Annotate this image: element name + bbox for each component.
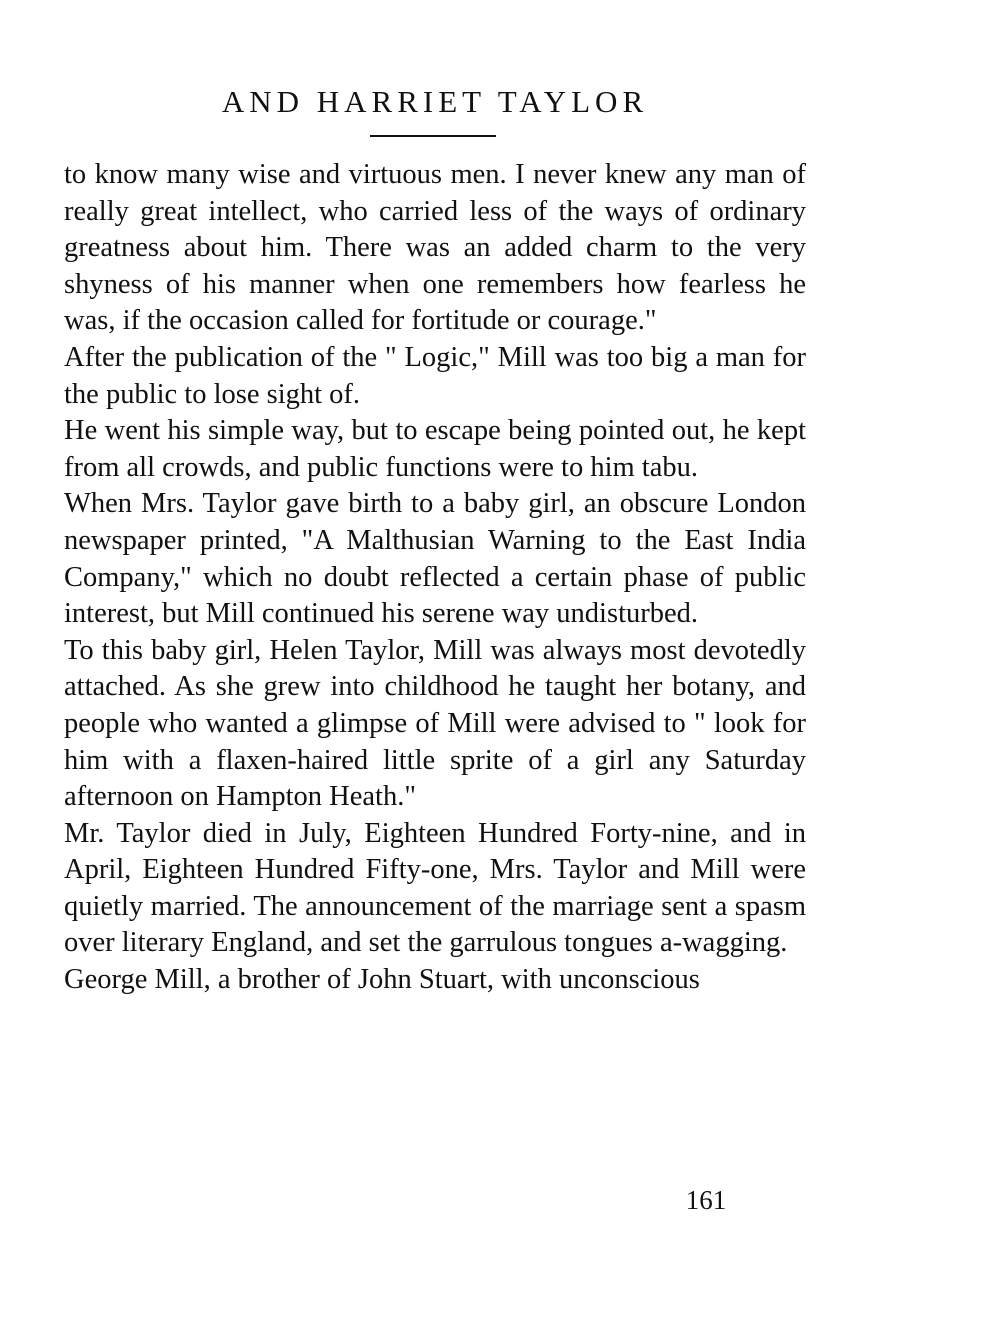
header-rule (370, 135, 496, 137)
paragraph: To this baby girl, Helen Taylor, Mill was always most devotedly attached. As she grew into childhood he taught her botany, and people who wanted a glimpse of Mill were advised to " look for him with a flaxen-haired little sprite of a girl any Saturday afternoon on Hampton Heath." (64, 634, 806, 813)
running-head: AND HARRIET TAYLOR (221, 84, 649, 119)
paragraph: George Mill, a brother of John Stuart, with unconscious (64, 964, 700, 996)
paragraph: When Mrs. Taylor gave birth to a baby girl, an obscure London newspaper printed, "A Malthusian Warning to the East India Company," which no doubt reflected a certain phase of public interest, but Mill continued his serene way undisturbed. (64, 488, 806, 630)
body-text (64, 157, 806, 999)
paragraph: He went his simple way, but to escape being pointed out, he kept from all crowds, and public functions were to him tabu. (64, 415, 806, 483)
paragraph: Mr. Taylor died in July, Eighteen Hundred Forty-nine, and in April, Eighteen Hundred Fifty-one, Mrs. Taylor and Mill were quietly married. The announcement of the marriage sent a spasm over literary England, and set the garrulous tongues a-wagging. (64, 817, 806, 959)
paragraph: After the publication of the " Logic," Mill was too big a man for the public to lose sight of. (64, 341, 806, 410)
paragraph: to know many wise and virtuous men. I never knew any man of really great intellect, who carried less of the ways of ordinary greatness about him. There was an added charm to the very shyness of his manner when one remembers how fearless he was, if the occasion called for fortitude or courage." (64, 159, 806, 337)
page-number: 161 (685, 1185, 727, 1215)
